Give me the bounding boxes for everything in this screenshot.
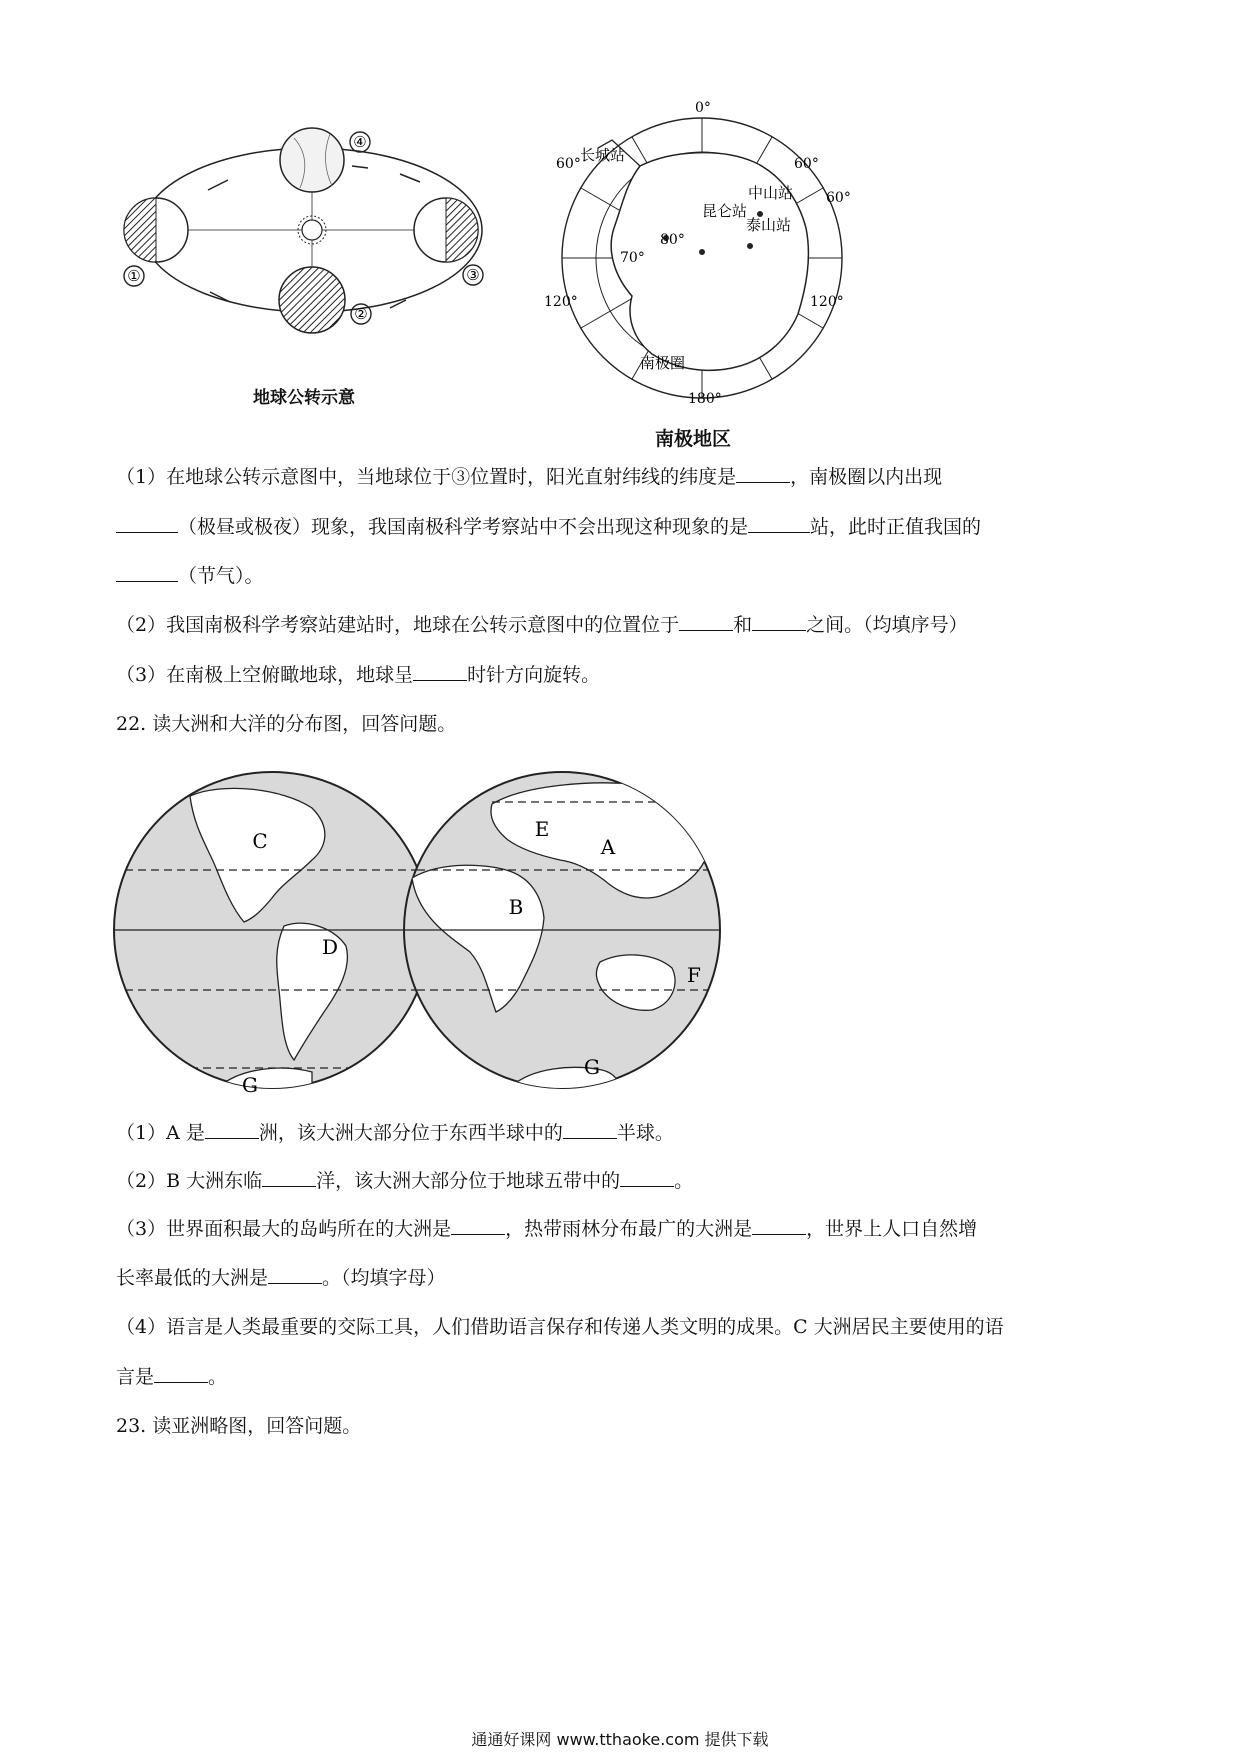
q22-part4-line1: （4）语言是人类最重要的交际工具，人们借助语言保存和传递人类文明的成果。C 大洲居民主要使用的语 [116, 1316, 1004, 1338]
answer-blank[interactable] [116, 514, 178, 533]
continent-label-c: C [252, 829, 268, 853]
answer-blank[interactable] [752, 1216, 806, 1235]
q21-part1-line1: （1）在地球公转示意图中，当地球位于③位置时，阳光直射纬线的纬度是 ，南极圈以内出现 [116, 466, 943, 488]
answer-blank[interactable] [262, 1168, 316, 1187]
answer-blank[interactable] [748, 514, 810, 533]
answer-blank[interactable] [451, 1216, 505, 1235]
continent-label-b: B [508, 895, 524, 919]
lon-label-120w: 120° [544, 294, 578, 310]
kunlun-station: 昆仑站 [702, 202, 748, 220]
zhongshan-station: 中山站 [748, 184, 794, 202]
lon-label-180: 180° [688, 391, 722, 407]
answer-blank[interactable] [413, 662, 467, 681]
answer-blank[interactable] [679, 612, 733, 631]
q22-part4-line2: 言是 。 [116, 1366, 228, 1388]
lon-label-0: 0° [695, 100, 711, 116]
changcheng-station: 长城站 [580, 146, 626, 164]
lat-label-80: 80° [660, 232, 685, 248]
q21-part3: （3）在南极上空俯瞰地球，地球呈 时针方向旋转。 [116, 664, 601, 686]
position-label-2: ② [354, 305, 368, 323]
lon-label-120e: 120° [810, 294, 844, 310]
answer-blank[interactable] [563, 1120, 617, 1139]
answer-blank[interactable] [736, 464, 790, 483]
taishan-station: 泰山站 [746, 216, 792, 234]
lon-label-60e-2: 60° [826, 190, 851, 206]
answer-blank[interactable] [116, 563, 178, 582]
continent-label-e: E [534, 817, 550, 841]
position-label-4: ④ [353, 133, 367, 151]
earth-position-1 [124, 198, 188, 262]
continent-label-g-east: G [584, 1055, 600, 1079]
q22-part3-line1: （3）世界面积最大的岛屿所在的大洲是 ，热带雨林分布最广的大洲是 ，世界上人口自然增 [116, 1218, 978, 1240]
lon-label-60w: 60° [556, 156, 581, 172]
q22-part3-line2: 长率最低的大洲是 。（均填字母） [116, 1267, 446, 1289]
q23-title: 23. 读亚洲略图，回答问题。 [116, 1415, 362, 1437]
earth-position-4 [280, 128, 344, 192]
page-footer: 通通好课网 www.tthaoke.com 提供下载 [471, 1730, 769, 1749]
earth-position-3 [414, 198, 478, 262]
q22-part2: （2）B 大洲东临 洋，该大洲大部分位于地球五带中的 。 [116, 1170, 694, 1192]
answer-blank[interactable] [268, 1265, 322, 1284]
continent-label-a: A [600, 835, 616, 859]
antarctic-map [540, 98, 880, 418]
world-continents-map [112, 768, 732, 1098]
polar-caption: 南极地区 [655, 428, 732, 450]
position-label-3: ③ [466, 266, 480, 284]
answer-blank[interactable] [620, 1168, 674, 1187]
position-label-1: ① [127, 267, 141, 285]
lat-label-70: 70° [620, 250, 645, 266]
earth-position-2 [279, 267, 345, 333]
western-hemisphere [112, 772, 432, 1098]
answer-blank[interactable] [752, 612, 806, 631]
q21-part1-line2: （极昼或极夜）现象，我国南极科学考察站中不会出现这种现象的是 站，此时正值我国的 [116, 514, 981, 539]
answer-blank[interactable] [154, 1364, 208, 1383]
earth-orbit-diagram [100, 118, 500, 398]
continent-label-d: D [321, 935, 339, 959]
orbit-caption: 地球公转示意 [253, 388, 355, 408]
antarctic-circle-label: 南极圈 [640, 354, 686, 372]
answer-blank[interactable] [205, 1120, 259, 1139]
eastern-hemisphere [404, 772, 732, 1098]
q22-title: 22. 读大洲和大洋的分布图，回答问题。 [116, 713, 457, 735]
continent-label-g-west: G [242, 1073, 258, 1097]
q21-part1-line3: （节气）。 [116, 563, 264, 588]
q22-part1: （1）A 是 洲，该大洲大部分位于东西半球中的 半球。 [116, 1122, 674, 1144]
lon-label-60e: 60° [794, 156, 819, 172]
q21-part2: （2）我国南极科学考察站建站时，地球在公转示意图中的位置位于 和 之间。（均填序号） [116, 614, 968, 636]
continent-label-f: F [687, 963, 701, 987]
sun-icon [298, 216, 326, 244]
